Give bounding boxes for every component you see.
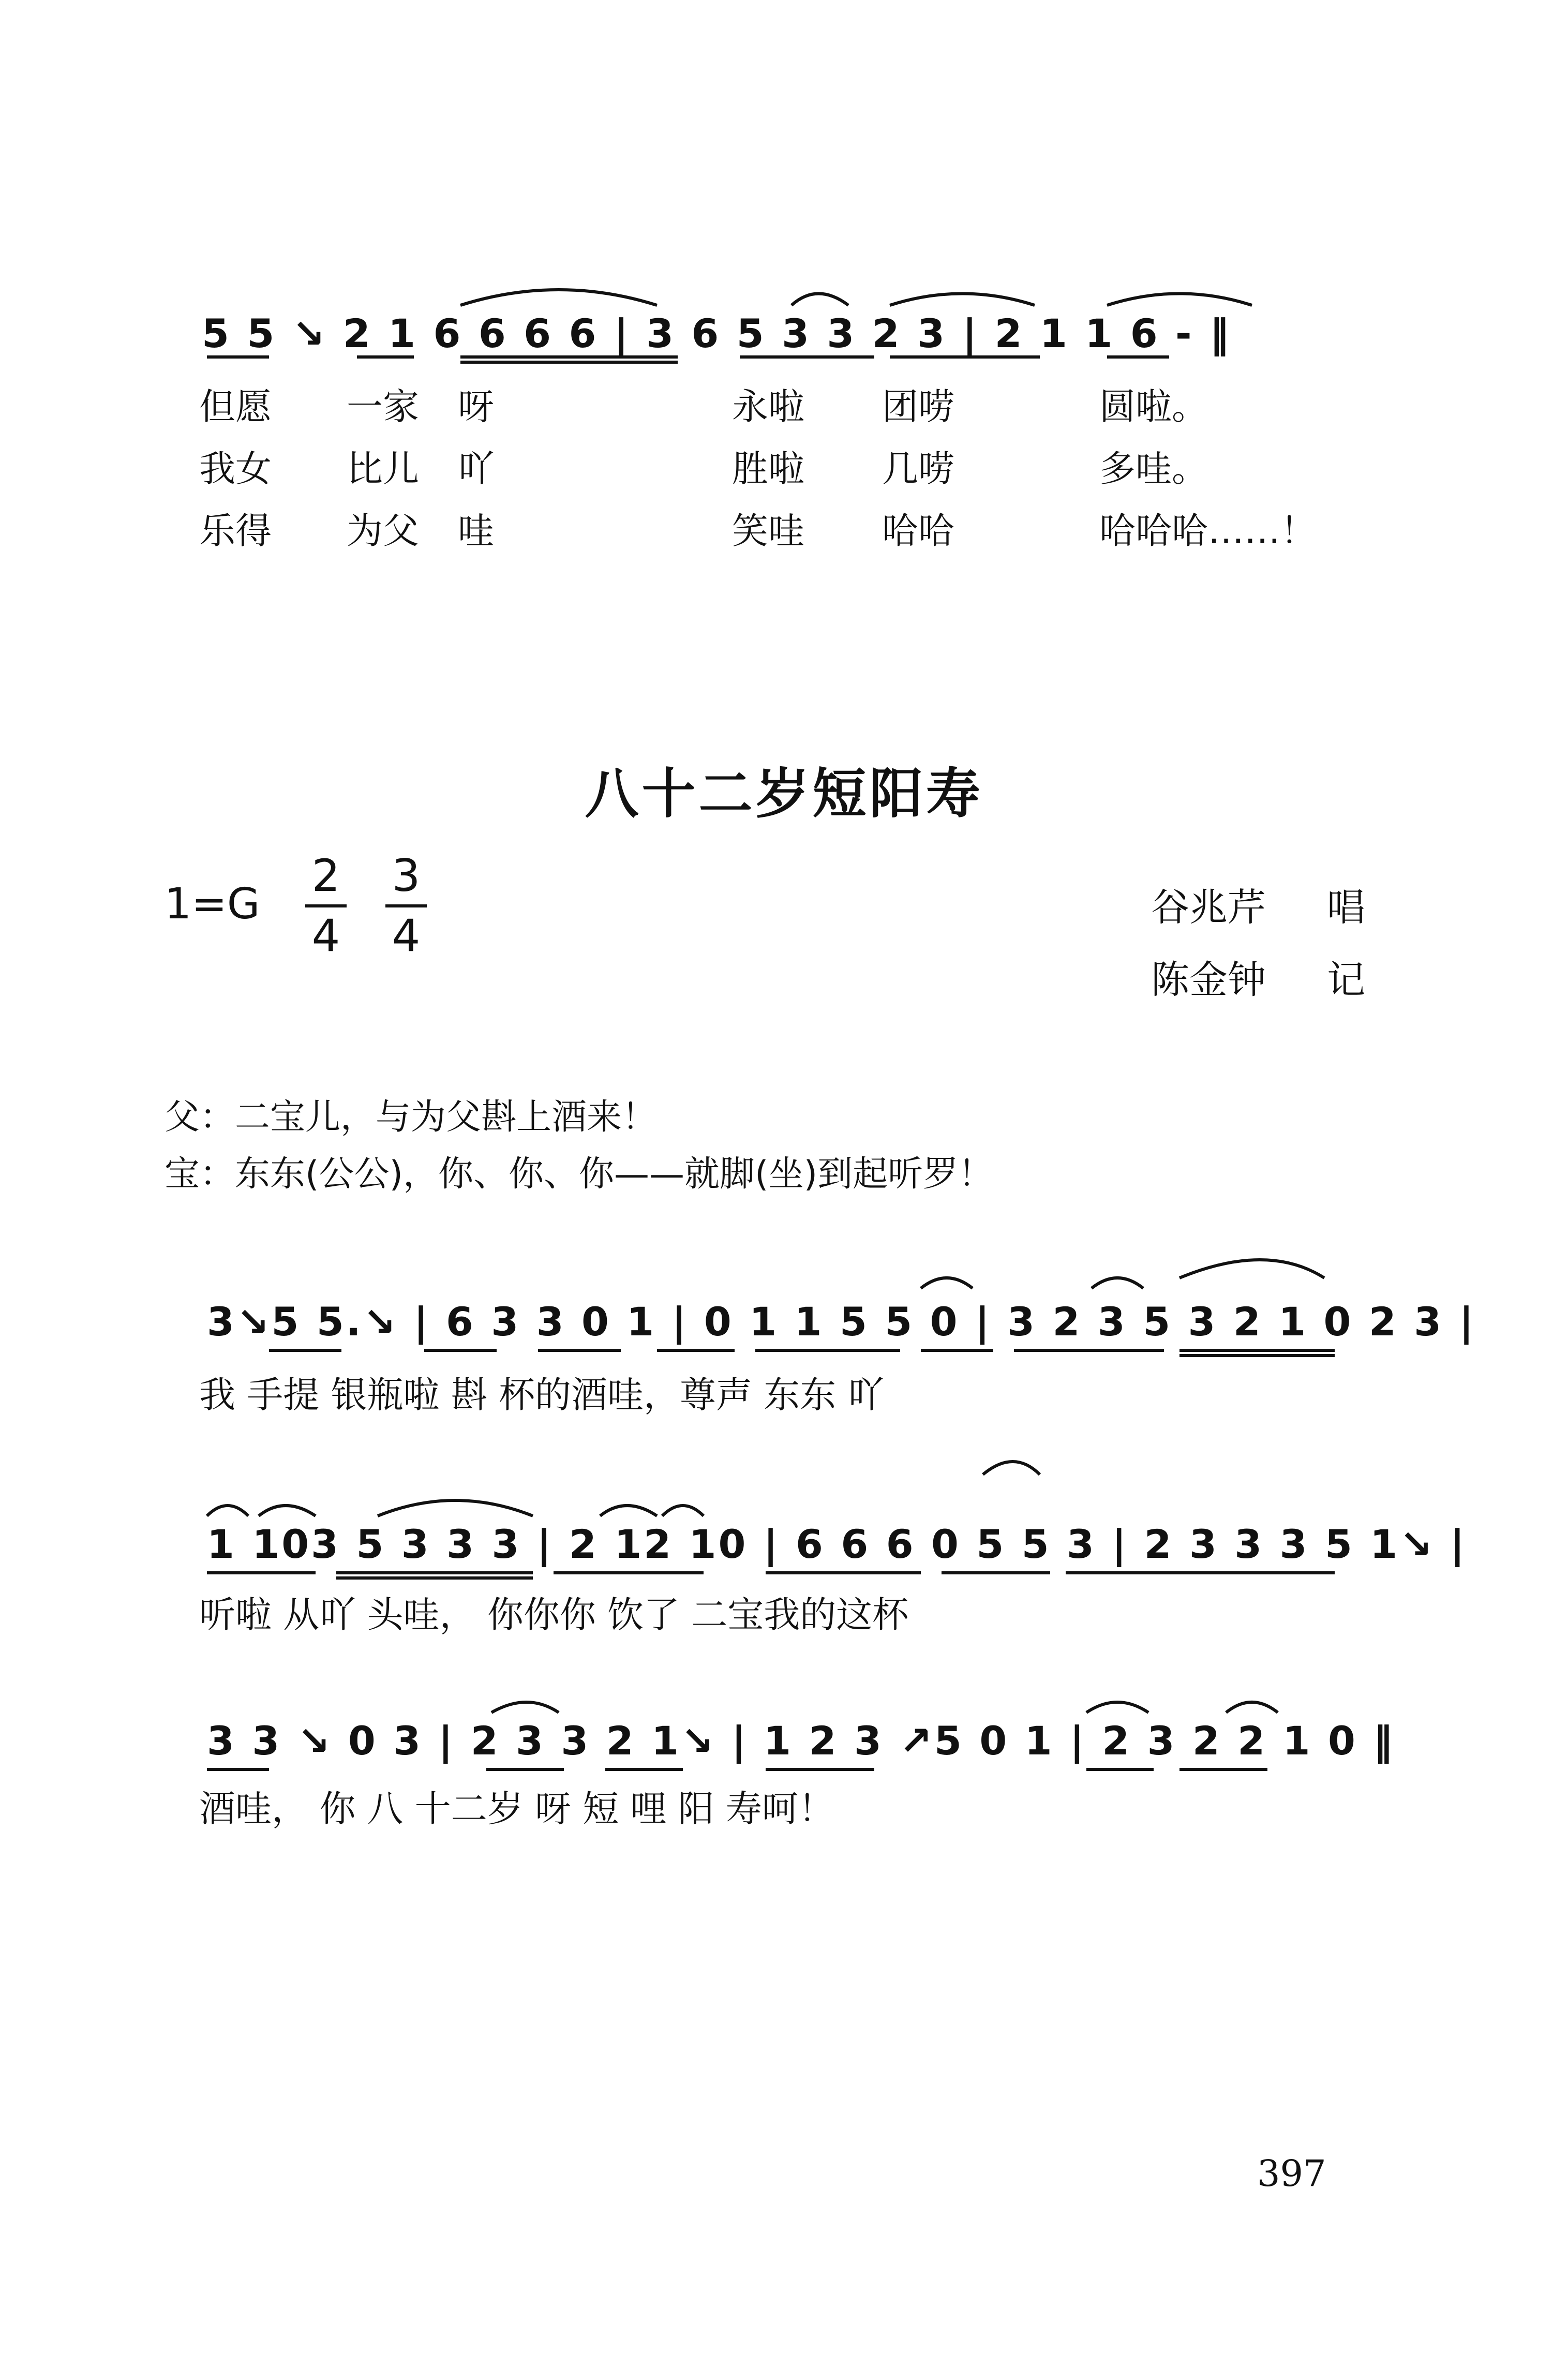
recorder-role: 记 — [1327, 958, 1365, 1002]
key-signature: 1=G — [165, 880, 260, 929]
score-line-1-notation: 3↘5 5.↘ | 6 3 3 0 1 | 0 1 1 5 5 0 | 3 2 3 5 3 2 1 0 2 3 | — [207, 1299, 1476, 1345]
score-line-3-notation: 3 3 ↘ 0 3 | 2 3 3 2 1↘ | 1 2 3 ↗5 0 1 | 2 3 2 2 1 0 ‖ — [207, 1718, 1395, 1764]
score-line-3-lyrics: 酒哇， 你 八 十二岁 呀 短 哩 阳 寿呵！ — [199, 1788, 835, 1830]
singer-name: 谷兆芹 — [1151, 885, 1266, 930]
score-line-2-lyrics: 听啦 从吖 头哇， 你你你 饮了 二宝我的这杯 — [199, 1594, 909, 1636]
score-line-1-lyrics: 我 手提 银瓶啦 斟 杯的酒哇，尊声 东东 吖 — [199, 1374, 884, 1416]
score-line-2-notation: 1 103 5 3 3 3 | 2 12 10 | 6 6 6 0 5 5 3 | 2 3 3 3 5 1↘ | — [207, 1521, 1467, 1567]
singer-role: 唱 — [1327, 885, 1365, 930]
page-number: 397 — [1257, 2152, 1326, 2195]
upper-notation: 5 5 ↘ 2 1 6 6 6 6 | 3 6 5 3 3 2 3 | 2 1 1 6 - ‖ — [202, 310, 1232, 356]
recorder-name: 陈金钟 — [1151, 958, 1266, 1002]
song-title: 八十二岁短阳寿 — [585, 762, 983, 825]
meter-3-4: $\frac{3}{4}$ — [385, 854, 427, 958]
meter-2-4: $\frac{2}{4}$ — [305, 854, 347, 958]
dialog-line-father: 父：二宝儿，与为父斟上酒来！ — [165, 1097, 658, 1138]
dialog-line-baby: 宝：东东(公公)，你、你、你——就脚(坐)到起听罗！ — [165, 1154, 994, 1195]
